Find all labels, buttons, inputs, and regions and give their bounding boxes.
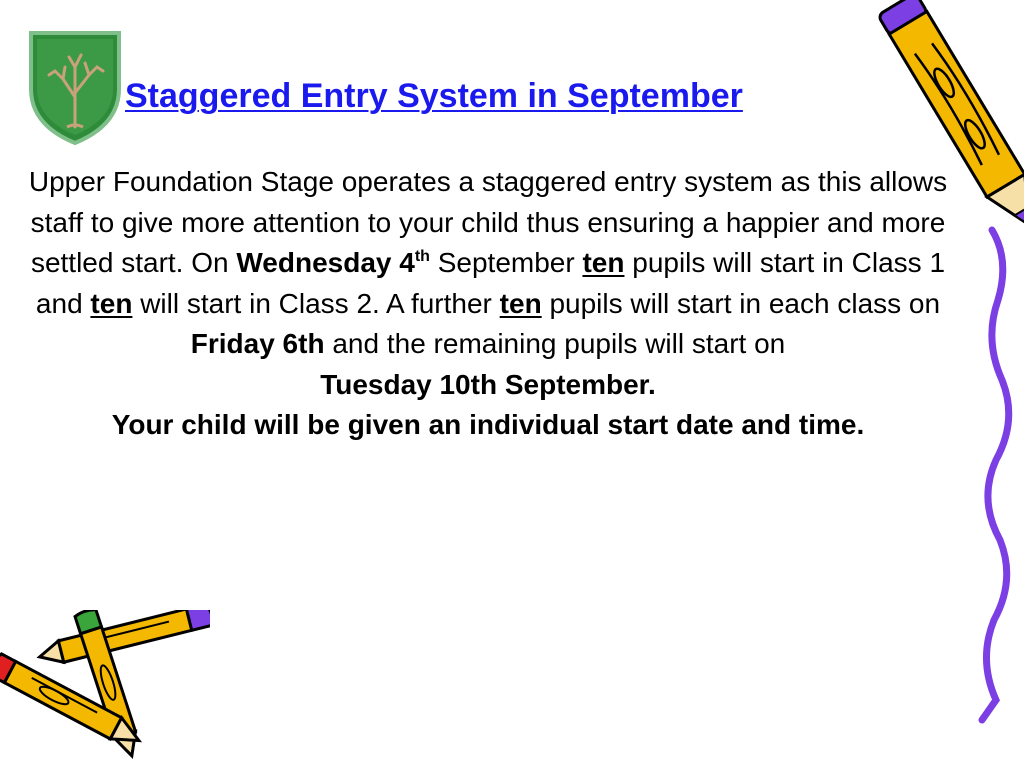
page-title: Staggered Entry System in September — [125, 77, 743, 115]
text-part-6: and the remaining pupils will start on — [324, 328, 786, 359]
count-ten-class2: ten — [90, 287, 133, 319]
date-wednesday: Wednesday 4 — [236, 247, 415, 278]
date-tuesday: Tuesday 10th September. — [320, 368, 656, 400]
school-crest-icon — [27, 27, 123, 147]
text-part-4: will start in Class 2. A further — [132, 287, 500, 319]
date-friday: Friday 6th — [190, 328, 325, 359]
pencil-icon — [860, 0, 1024, 740]
crossed-pencils-icon — [0, 610, 210, 765]
count-ten-further: ten — [499, 287, 542, 319]
count-ten-class1: ten — [582, 247, 625, 278]
text-part-2: September — [429, 247, 583, 278]
text-part-1: Upper Foundation Stage operates a staggered entry system as this allows staff to give more attention to your child thus ensuring a happier and more settled start. On — [28, 166, 948, 278]
text-part-3: pupils will start in Class 1 and — [35, 247, 946, 319]
closing-note: Your child will be given an individual start date and time. — [111, 409, 865, 440]
wavy-line-icon — [982, 230, 1009, 720]
text-part-5: pupils will start in each class on — [541, 287, 941, 319]
date-superscript: th — [414, 248, 430, 265]
body-paragraph — [26, 162, 950, 446]
